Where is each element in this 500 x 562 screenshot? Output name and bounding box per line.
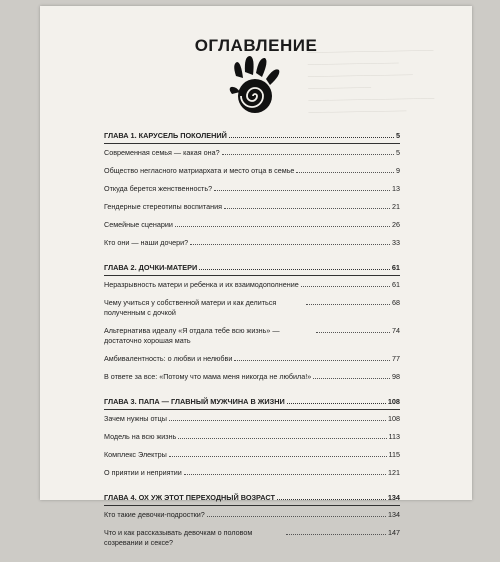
dot-leader: [184, 467, 386, 475]
toc-entry: [104, 201, 400, 212]
entry-title: Зачем нужны отцы: [104, 414, 167, 423]
chapter-3: [104, 396, 400, 478]
dot-leader: [190, 237, 390, 245]
page-number: 134: [388, 510, 400, 519]
entry-title: Альтернатива идеалу «Я отдала тебе всю жизнь» — достаточно хорошая мать: [104, 326, 280, 345]
page-number: 61: [392, 280, 400, 289]
chapter-heading: [104, 492, 400, 502]
page-number: 134: [387, 493, 400, 502]
dot-leader: [229, 130, 394, 138]
entry-title: Что и как рассказывать девочкам о половом созревании и сексе?: [104, 528, 253, 547]
chapter-4: [104, 492, 400, 548]
page-title: ОГЛАВЛЕНИЕ: [194, 36, 318, 55]
dot-leader: [313, 371, 390, 379]
chapter-title: ГЛАВА 2. ДОЧКИ-МАТЕРИ: [104, 263, 198, 272]
page-number: 26: [392, 220, 400, 229]
toc-entry: [104, 467, 400, 478]
toc-entry: [104, 413, 400, 424]
show-through-text: —————————————————— ————————————— ——————————————— ————————— —————————————————— ——————————————: [307, 47, 435, 117]
spiral-hand-icon: [228, 56, 284, 120]
entry-title: О приятии и неприятии: [104, 468, 182, 477]
page-number: 21: [392, 202, 400, 211]
page-number: 108: [387, 397, 400, 406]
chapter-heading: [104, 262, 400, 272]
toc-entry: [104, 527, 400, 548]
page-number: 33: [392, 238, 400, 247]
chapter-1: [104, 130, 400, 248]
dot-leader: [169, 449, 387, 457]
toc-entry: [104, 147, 400, 158]
dot-leader: [224, 201, 390, 209]
chapter-rule: [104, 409, 400, 410]
entry-title: Откуда берется женственность?: [104, 184, 213, 193]
entry-title: Неразрывность матери и ребенка и их взаимодополнение: [104, 280, 299, 289]
chapter-title: ГЛАВА 4. ОХ УЖ ЭТОТ ПЕРЕХОДНЫЙ ВОЗРАСТ: [104, 493, 275, 502]
page-number: 74: [392, 326, 400, 335]
page-number: 61: [391, 263, 400, 272]
dot-leader: [199, 262, 390, 270]
dot-leader: [207, 509, 386, 517]
page-number: 98: [392, 372, 400, 381]
chapter-heading: [104, 130, 400, 140]
chapter-rule: [104, 505, 400, 506]
entry-title: Чему учиться у собственной матери и как делиться полученным с дочкой: [104, 298, 277, 317]
toc-entry: [104, 237, 400, 248]
page-number: 108: [388, 414, 400, 423]
dot-leader: [214, 183, 390, 191]
entry-title: Современная семья — какая она?: [104, 148, 220, 157]
dot-leader: [175, 219, 390, 227]
toc-entry: [104, 353, 400, 364]
toc-entry: [104, 165, 400, 176]
chapter-2: [104, 262, 400, 382]
book-page: [40, 6, 472, 547]
chapter-rule: [104, 143, 400, 144]
entry-title: Гендерные стереотипы воспитания: [104, 202, 223, 211]
dot-leader: [178, 431, 386, 439]
dot-leader: [286, 527, 386, 535]
dot-leader: [234, 353, 390, 361]
page-number: 147: [388, 528, 400, 537]
entry-title: Амбивалентность: о любви и нелюбви: [104, 354, 233, 363]
toc-entry: [104, 431, 400, 442]
page-number: 13: [392, 184, 400, 193]
table-of-contents: [104, 130, 400, 562]
chapter-rule: [104, 275, 400, 276]
entry-title: В ответе за все: «Потому что мама меня никогда не любила!»: [104, 372, 312, 381]
chapter-title: ГЛАВА 1. КАРУСЕЛЬ ПОКОЛЕНИЙ: [104, 131, 227, 140]
chapter-heading: [104, 396, 400, 406]
toc-entry: [104, 449, 400, 460]
dot-leader: [301, 279, 390, 287]
dot-leader: [316, 325, 390, 333]
toc-entry: [104, 509, 400, 520]
toc-entry: [104, 183, 400, 194]
dot-leader: [287, 396, 386, 404]
page-number: 5: [395, 131, 400, 140]
toc-entry: [104, 371, 400, 382]
toc-entry: [104, 325, 400, 346]
page-number: 121: [388, 468, 400, 477]
page-number: 9: [396, 166, 400, 175]
page-number: 5: [396, 148, 400, 157]
chapter-title: ГЛАВА 3. ПАПА — ГЛАВНЫЙ МУЖЧИНА В ЖИЗНИ: [104, 397, 285, 406]
page-number: 115: [388, 450, 400, 459]
toc-entry: [104, 279, 400, 290]
page-number: 113: [388, 432, 400, 441]
toc-entry: [104, 297, 400, 318]
entry-title: Модель на всю жизнь: [104, 432, 177, 441]
entry-title: Кто такие девочки-подростки?: [104, 510, 205, 519]
dot-leader: [222, 147, 394, 155]
entry-title: Кто они — наши дочери?: [104, 238, 189, 247]
entry-title: Комплекс Электры: [104, 450, 167, 459]
page-number: 77: [392, 354, 400, 363]
dot-leader: [306, 297, 390, 305]
toc-entry: [104, 219, 400, 230]
entry-title: Семейные сценарии: [104, 220, 173, 229]
entry-title: Общество негласного матриархата и место отца в семье: [104, 166, 295, 175]
page-number: 68: [392, 298, 400, 307]
dot-leader: [169, 413, 386, 421]
dot-leader: [296, 165, 394, 173]
dot-leader: [277, 492, 386, 500]
